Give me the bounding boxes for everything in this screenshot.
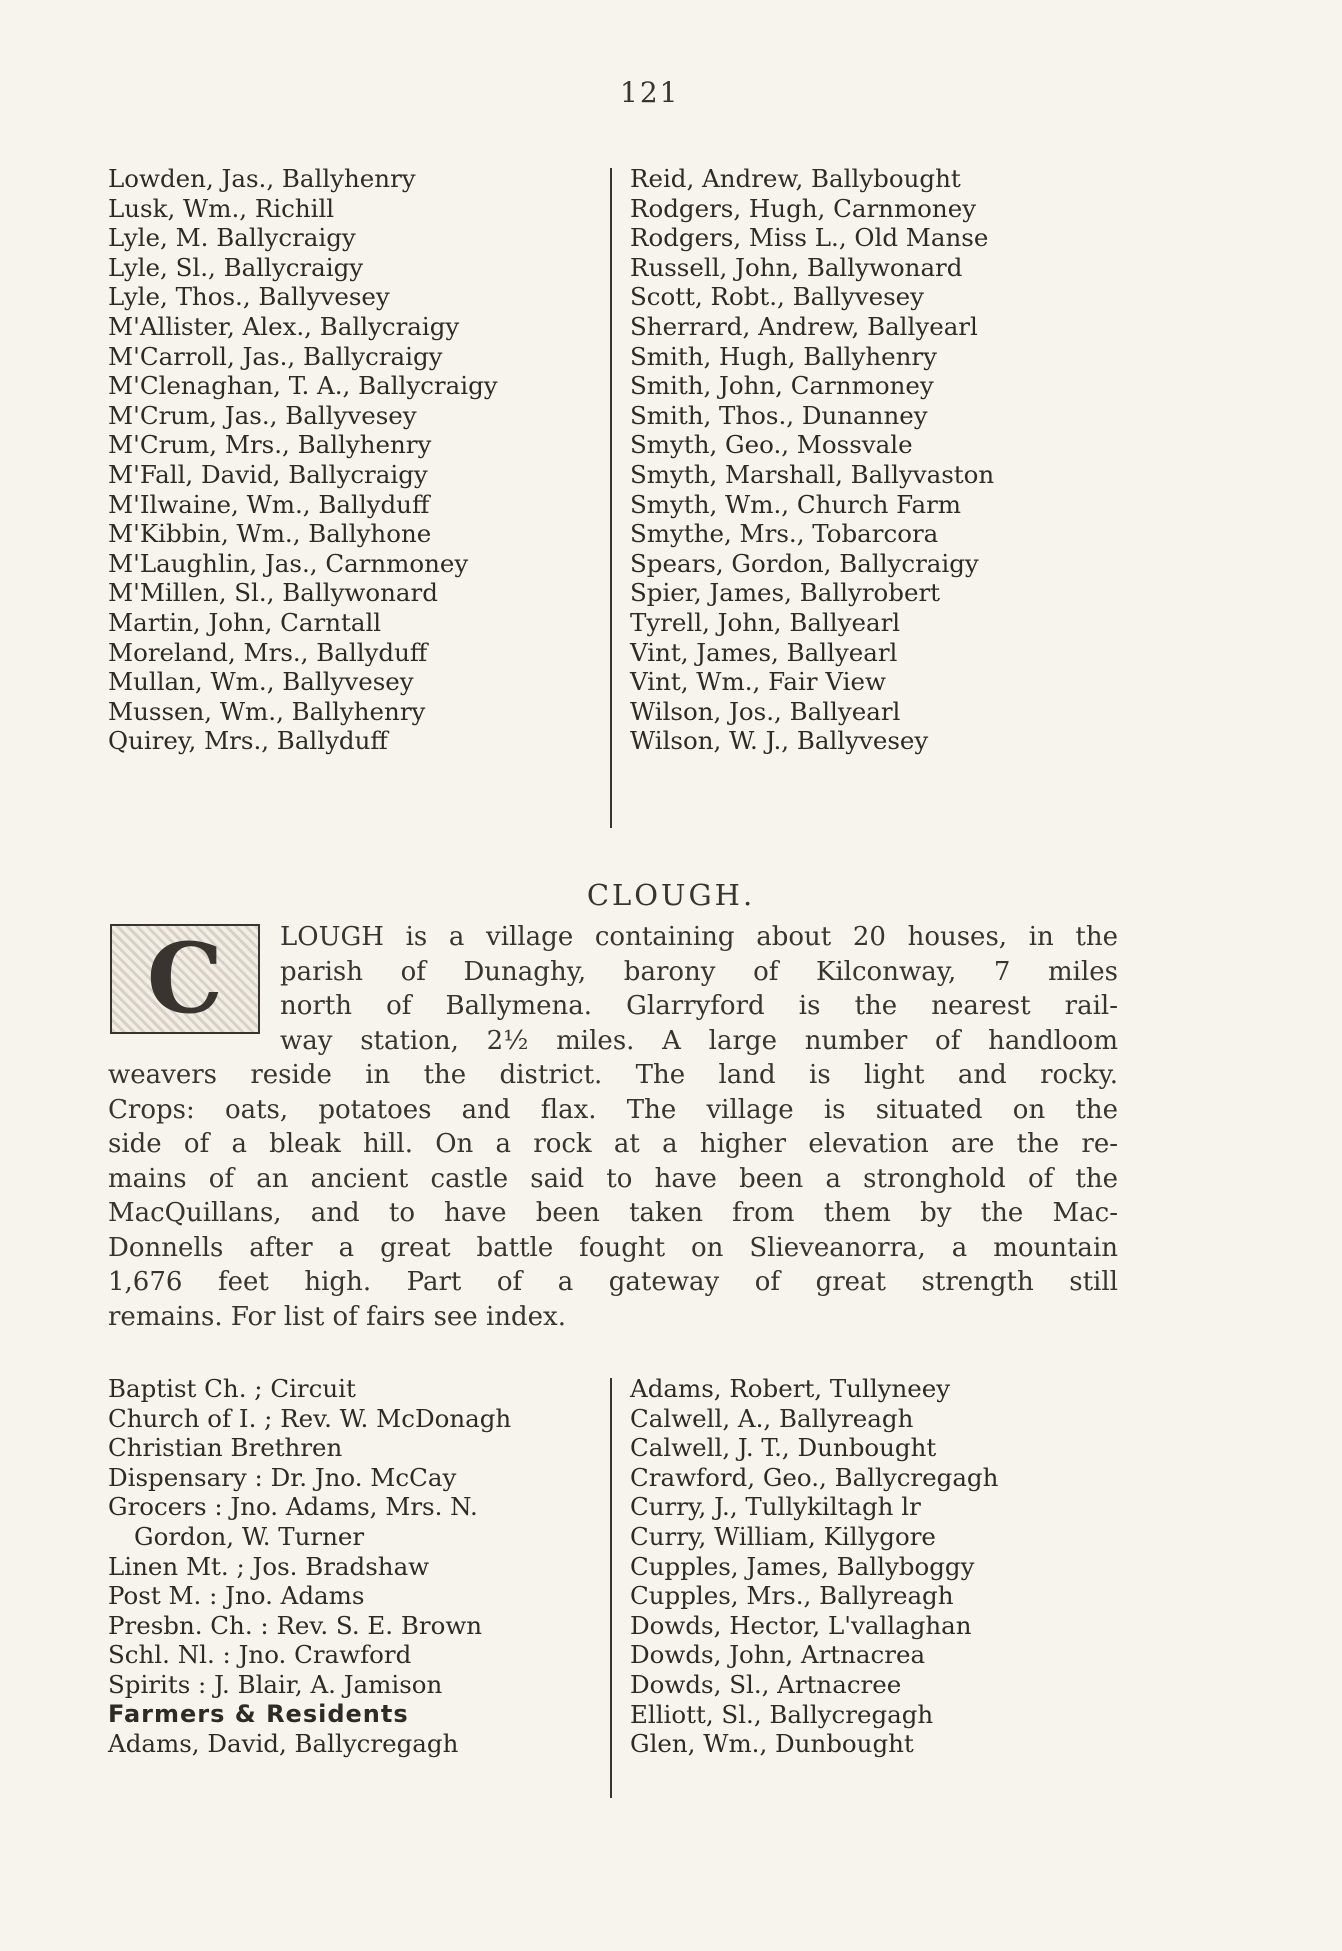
section-title: CLOUGH. [586, 878, 756, 912]
list-item: Curry, J., Tullykiltagh lr [630, 1492, 921, 1522]
list-item: Mullan, Wm., Ballyvesey [108, 667, 414, 697]
list-item: Post M. : Jno. Adams [108, 1581, 365, 1611]
description-paragraph [108, 920, 1118, 1334]
list-item: M'Laughlin, Jas., Carnmoney [108, 548, 469, 578]
paragraph-line: MacQuillans, and to have been taken from them by the Mac- [108, 1198, 1118, 1228]
list-item: Lyle, M. Ballycraigy [108, 223, 356, 253]
column-divider [610, 1378, 612, 1798]
list-item: Martin, John, Carntall [108, 607, 382, 637]
paragraph-line: 1,676 feet high. Part of a gateway of great strength still [108, 1267, 1118, 1297]
page-number: 121 [620, 76, 680, 109]
list-item: Linen Mt. ; Jos. Bradshaw [108, 1551, 430, 1581]
list-item: Dowds, Hector, L'vallaghan [630, 1610, 972, 1640]
list-item: Smith, Thos., Dunanney [630, 400, 928, 430]
paragraph-line: LOUGH is a village containing about 20 houses, in the [280, 922, 1118, 952]
list-item: Curry, William, Killygore [630, 1521, 936, 1551]
list-item: Elliott, Sl., Ballycregagh [630, 1699, 934, 1729]
list-item: Baptist Ch. ; Circuit [108, 1374, 356, 1403]
paragraph-line: mains of an ancient castle said to have been a stronghold of the [108, 1163, 1118, 1194]
list-item: M'Millen, Sl., Ballywonard [108, 578, 438, 608]
list-item: Smythe, Mrs., Tobarcora [630, 519, 939, 549]
list-item: Smith, Hugh, Ballyhenry [630, 341, 937, 371]
list-item: Mussen, Wm., Ballyhenry [108, 696, 426, 726]
list-item: Scott, Robt., Ballyvesey [630, 282, 924, 312]
list-item: M'Crum, Mrs., Ballyhenry [108, 430, 432, 460]
list-item: Presbn. Ch. : Rev. S. E. Brown [108, 1610, 483, 1640]
list-item: Schl. Nl. : Jno. Crawford [108, 1640, 412, 1670]
list-item: M'Fall, David, Ballycraigy [108, 459, 428, 489]
list-item: Rodgers, Hugh, Carnmoney [630, 193, 977, 223]
list-item: Vint, Wm., Fair View [630, 667, 886, 697]
list-item: Glen, Wm., Dunbought [630, 1729, 914, 1759]
paragraph-line: remains. For list of fairs see index. [108, 1301, 566, 1332]
list-item: Spirits : J. Blair, A. Jamison [108, 1669, 443, 1699]
list-item: Cupples, Mrs., Ballyreagh [630, 1581, 954, 1611]
directory-column-bottom-left [108, 1374, 511, 1759]
list-item: Wilson, W. J., Ballyvesey [630, 726, 929, 756]
directory-column-top-left [108, 164, 498, 756]
list-item: M'Allister, Alex., Ballycraigy [108, 311, 460, 341]
list-item: Calwell, A., Ballyreagh [630, 1403, 914, 1433]
list-item: M'Carroll, Jas., Ballycraigy [108, 341, 443, 371]
list-item: Smith, John, Carnmoney [630, 371, 934, 401]
list-item: Dowds, Sl., Artnacree [630, 1669, 902, 1699]
list-item: Calwell, J. T., Dunbought [630, 1433, 937, 1463]
list-item: Spears, Gordon, Ballycraigy [630, 548, 979, 578]
list-item: Adams, David, Ballycregagh [108, 1729, 459, 1759]
list-item: Moreland, Mrs., Ballyduff [108, 637, 428, 667]
list-item: Lowden, Jas., Ballyhenry [108, 164, 416, 193]
list-item: Tyrell, John, Ballyearl [630, 607, 901, 637]
list-item: Vint, James, Ballyearl [630, 637, 898, 667]
list-item: Sherrard, Andrew, Ballyearl [630, 311, 978, 341]
paragraph-line: side of a bleak hill. On a rock at a higher elevation are the re- [108, 1129, 1118, 1159]
list-item: Quirey, Mrs., Ballyduff [108, 726, 388, 756]
list-item: Dispensary : Dr. Jno. McCay [108, 1462, 457, 1492]
list-item: Wilson, Jos., Ballyearl [630, 696, 901, 726]
list-item: Rodgers, Miss L., Old Manse [630, 223, 989, 253]
list-item: Christian Brethren [108, 1433, 343, 1463]
paragraph-line: way station, 2½ miles. A large number of handloom [280, 1025, 1118, 1056]
list-item: Lyle, Sl., Ballycraigy [108, 252, 364, 282]
directory-column-top-right [630, 164, 994, 756]
paragraph-line: parish of Dunaghy, barony of Kilconway, 7 miles [280, 956, 1118, 987]
list-item: Gordon, W. Turner [134, 1521, 365, 1551]
list-item: Cupples, James, Ballyboggy [630, 1551, 975, 1581]
list-item: Grocers : Jno. Adams, Mrs. N. [108, 1492, 478, 1522]
list-item: Smyth, Marshall, Ballyvaston [630, 459, 995, 489]
paragraph-line: Crops: oats, potatoes and flax. The village is situated on the [108, 1094, 1118, 1125]
list-item: M'Ilwaine, Wm., Ballyduff [108, 489, 430, 519]
column-divider [610, 168, 612, 828]
list-item: M'Clenaghan, T. A., Ballycraigy [108, 371, 498, 401]
list-item: Spier, James, Ballyrobert [630, 578, 941, 608]
list-item: Lusk, Wm., Richill [108, 193, 335, 223]
list-item: Lyle, Thos., Ballyvesey [108, 282, 390, 312]
list-item: Reid, Andrew, Ballybought [630, 164, 961, 193]
list-item: M'Kibbin, Wm., Ballyhone [108, 519, 432, 549]
directory-column-bottom-right [630, 1374, 998, 1759]
paragraph-line: Donnells after a great battle fought on Slieveanorra, a mountain [108, 1232, 1118, 1263]
list-item: Crawford, Geo., Ballycregagh [630, 1462, 999, 1492]
paragraph-line: weavers reside in the district. The land is light and rocky. [108, 1060, 1118, 1090]
paragraph-line: north of Ballymena. Glarryford is the nearest rail- [280, 991, 1118, 1021]
list-item: Dowds, John, Artnacrea [630, 1640, 926, 1670]
list-item: Church of I. ; Rev. W. McDonagh [108, 1403, 512, 1433]
list-item: Smyth, Geo., Mossvale [630, 430, 913, 460]
list-item: Russell, John, Ballywonard [630, 252, 963, 282]
list-item: Smyth, Wm., Church Farm [630, 489, 962, 519]
list-item: M'Crum, Jas., Ballyvesey [108, 400, 417, 430]
dropcap-letter: C [146, 922, 224, 1035]
list-item: Adams, Robert, Tullyneey [630, 1374, 951, 1403]
farmers-residents-heading: Farmers & Residents [108, 1699, 409, 1728]
